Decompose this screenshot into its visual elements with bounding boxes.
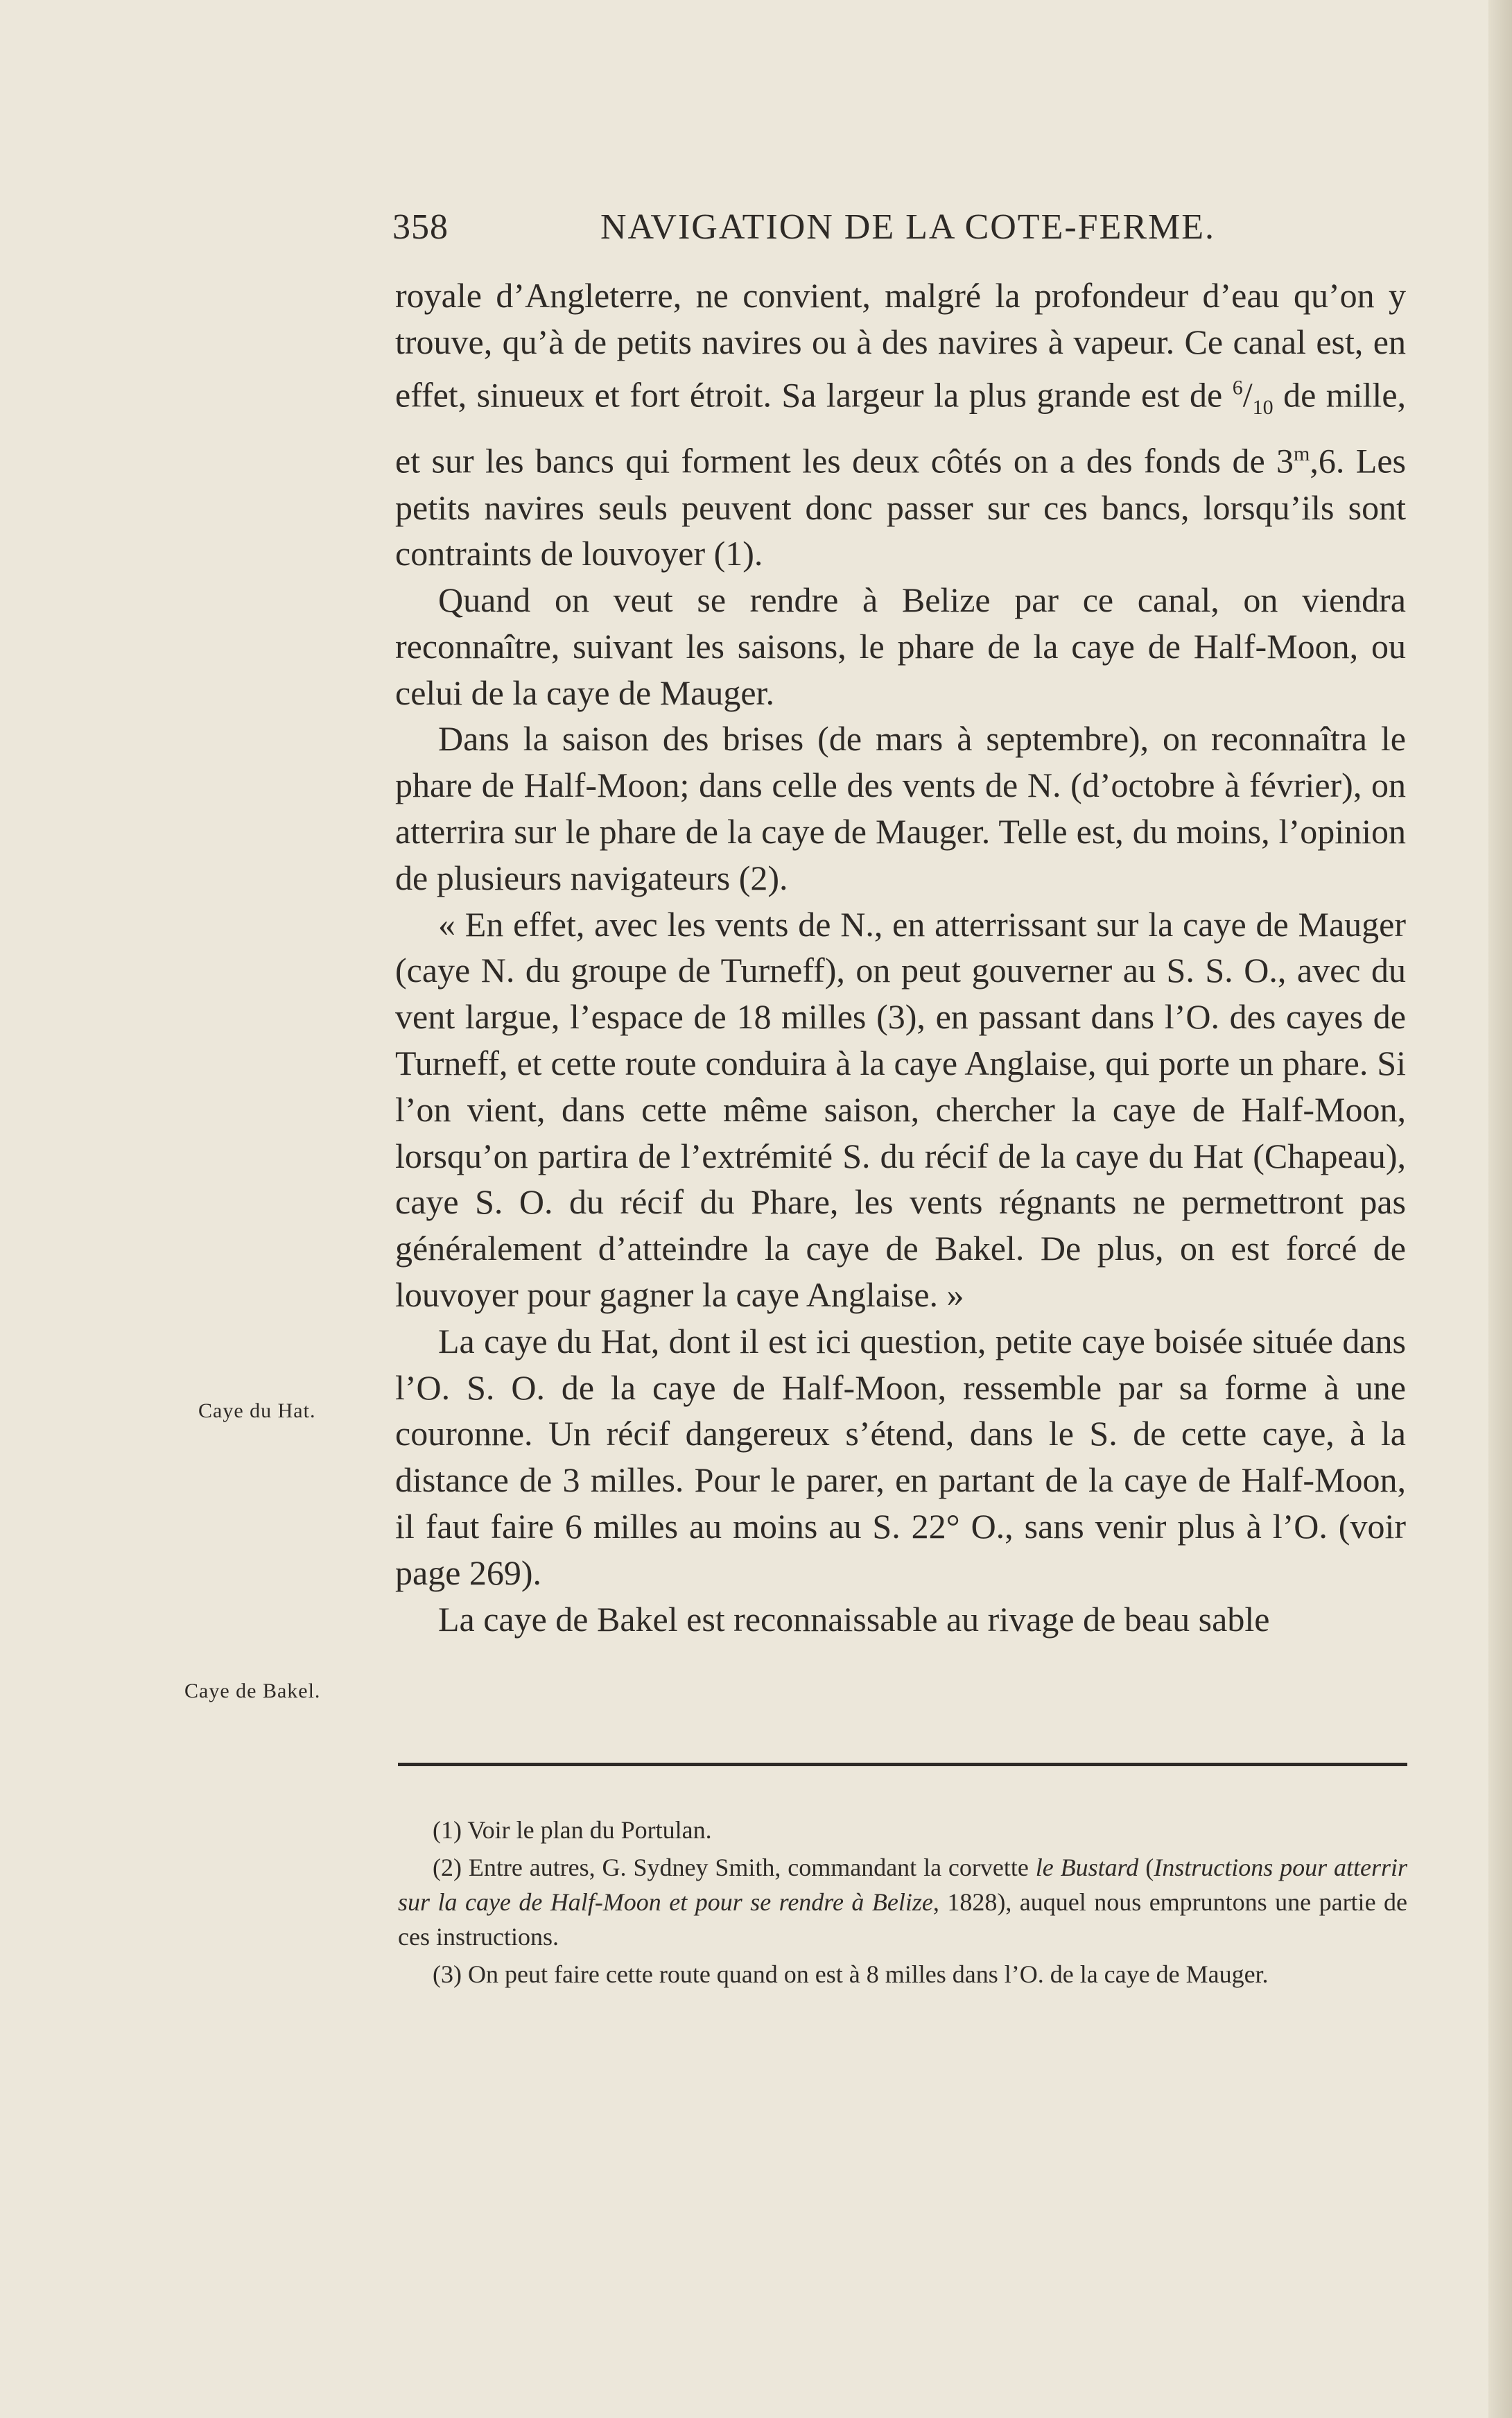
- paragraph-6: La caye de Bakel est reconnaissable au rivage de beau sable: [438, 1599, 1270, 1639]
- running-head: NAVIGATION DE LA COTE-FERME.: [600, 207, 1216, 247]
- paragraph-1-text-c: ,6. Les petits navires seuls peuvent donc passer sur ces bancs, lorsqu’ils sont contraints de louvoyer (1).: [395, 441, 1406, 573]
- fraction-six-tenths: $^6/_{10}$: [1232, 375, 1274, 420]
- paragraph-2: Quand on veut se rendre à Belize par ce canal, on viendra reconnaître, suivant les saisons, le phare de la caye de Half-Moon, ou celui de la caye de Mauger.: [395, 580, 1406, 712]
- paragraph-1-text-b: de mille, et sur les bancs qui forment les deux côtés on a des fonds de 3: [395, 375, 1407, 481]
- footnote-2-text-b: (: [1138, 1854, 1154, 1881]
- footnote-rule: [398, 1763, 1407, 1766]
- fraction-numerator: 6: [1232, 376, 1243, 399]
- page-number: 358: [392, 207, 449, 247]
- paragraph-3: Dans la saison des brises (de mars à septembre), on reconnaîtra le phare de Half-Moon; dans celle des vents de N. (d’octobre à février), on atterrira sur le phare de la caye de Mauger. Telle est, du moins, l’opinion de plusieurs navigateurs (2).: [395, 719, 1406, 897]
- fraction-denominator: 10: [1252, 396, 1274, 420]
- meter-superscript: m: [1294, 442, 1310, 466]
- margin-note-hat: Caye du Hat.: [198, 1399, 316, 1422]
- paragraph-1-text-a: royale d’Angleterre, ne convient, malgré la profondeur d’eau qu’on y trouve, qu’à de petits navires ou à des navires à vapeur. Ce canal est, en effet, sinueux et fort étroit. Sa largeur la plus grande est de: [395, 276, 1406, 415]
- footnote-3: (3) On peut faire cette route quand on est à 8 milles dans l’O. de la caye de Mauger.: [433, 1960, 1269, 1988]
- paragraph-1: [395, 273, 1406, 577]
- paragraph-4: « En effet, avec les vents de N., en atterrissant sur la caye de Mauger (caye N. du groupe de Turneff), on peut gouverner au S. S. O., avec du vent largue, l’espace de 18 milles (3), en passant dans l’O. des cayes de Turneff, et cette route conduira à la caye Anglaise, qui porte un phare. Si l’on vient, dans cette même saison, chercher la caye de Half-Moon, lorsqu’on partira de l’extrémité S. du récif de la caye du Hat (Chapeau), caye S. O. du récif du Phare, les vents régnants ne permettront pas généralement d’atteindre la caye de Bakel. De plus, on est forcé de louvoyer pour gagner la caye Anglaise. »: [395, 904, 1406, 1315]
- footnote-2: [398, 1850, 1407, 1954]
- page-header: [392, 207, 1407, 255]
- body-text: [395, 273, 1406, 1642]
- page-edge-shadow: [1488, 0, 1512, 2418]
- footnote-1: (1) Voir le plan du Portulan.: [433, 1816, 712, 1844]
- footnote-2-ship-name: le Bustard: [1035, 1854, 1139, 1881]
- footnotes: [398, 1813, 1407, 1994]
- footnote-2-text-a: (2) Entre autres, G. Sydney Smith, commandant la corvette: [433, 1854, 1036, 1881]
- footnote-2-title: Instructions pour atterrir sur la caye de Half-Moon et pour se rendre à Belize: [398, 1854, 1408, 1916]
- paragraph-5: La caye du Hat, dont il est ici question, petite caye boisée située dans l’O. S. O. de la caye de Half-Moon, ressemble par sa forme à une couronne. Un récif dangereux s’étend, dans le S. de cette caye, à la distance de 3 milles. Pour le parer, en partant de la caye de Half-Moon, il faut faire 6 milles au moins au S. 22° O., sans venir plus à l’O. (voir page 269).: [395, 1321, 1406, 1592]
- margin-note-bakel: Caye de Bakel.: [184, 1679, 321, 1702]
- footnote-2-text-c: , 1828), auquel nous empruntons une partie de ces instructions.: [398, 1888, 1407, 1951]
